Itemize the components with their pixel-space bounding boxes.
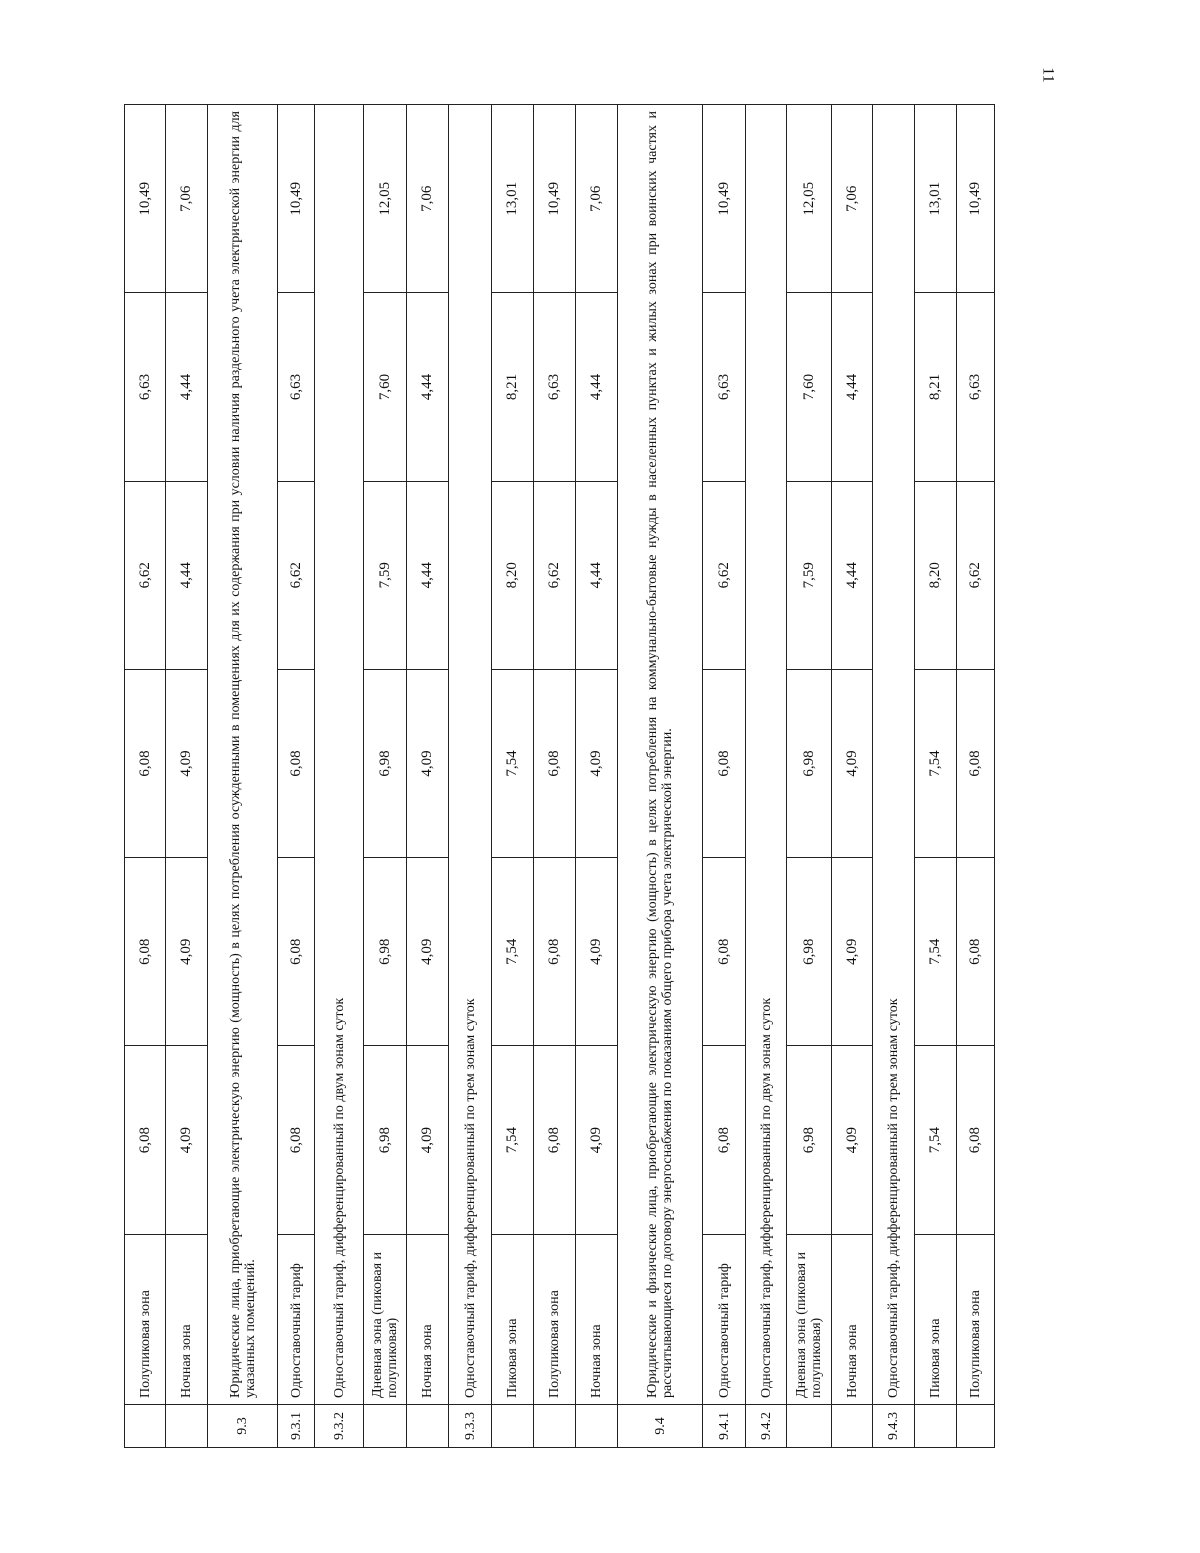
table-row bbox=[364, 105, 407, 1448]
tariff-value-cell: 6,62 bbox=[957, 481, 995, 669]
row-index bbox=[915, 1404, 957, 1447]
section-row bbox=[746, 105, 787, 1448]
tariff-value-cell: 8,21 bbox=[915, 293, 957, 481]
row-name: Полупиковая зона bbox=[957, 1234, 995, 1404]
tariff-value-cell: 10,49 bbox=[534, 105, 576, 293]
row-index: 9.4 bbox=[618, 1404, 703, 1447]
table-row bbox=[278, 105, 315, 1448]
tariff-value-cell: 6,08 bbox=[534, 858, 576, 1046]
section-row bbox=[208, 105, 278, 1448]
tariff-value-cell: 6,98 bbox=[787, 669, 832, 857]
tariff-value-cell: 7,54 bbox=[915, 858, 957, 1046]
tariff-value-cell: 6,08 bbox=[278, 1046, 315, 1234]
tariff-value-cell: 7,60 bbox=[787, 293, 832, 481]
tariff-value-cell: 7,54 bbox=[492, 1046, 534, 1234]
tariff-table-body bbox=[125, 105, 995, 1448]
tariff-value-cell: 4,09 bbox=[166, 858, 208, 1046]
row-name: Одноставочный тариф bbox=[703, 1234, 746, 1404]
section-row bbox=[315, 105, 364, 1448]
tariff-value-cell: 6,63 bbox=[278, 293, 315, 481]
row-name: Ночная зона bbox=[407, 1234, 449, 1404]
table-row bbox=[492, 105, 534, 1448]
tariff-value-cell: 4,09 bbox=[407, 1046, 449, 1234]
table-row bbox=[407, 105, 449, 1448]
row-index bbox=[407, 1404, 449, 1447]
tariff-value-cell: 13,01 bbox=[915, 105, 957, 293]
tariff-value-cell: 4,09 bbox=[407, 858, 449, 1046]
table-row bbox=[832, 105, 873, 1448]
tariff-value-cell: 6,63 bbox=[703, 293, 746, 481]
tariff-value-cell: 4,09 bbox=[166, 669, 208, 857]
tariff-value-cell: 7,06 bbox=[576, 105, 618, 293]
tariff-value-cell: 7,59 bbox=[787, 481, 832, 669]
tariff-value-cell: 6,98 bbox=[364, 669, 407, 857]
tariff-value-cell: 6,08 bbox=[534, 1046, 576, 1234]
tariff-value-cell: 10,49 bbox=[957, 105, 995, 293]
row-index bbox=[832, 1404, 873, 1447]
table-row bbox=[125, 105, 166, 1448]
row-name: Пиковая зона bbox=[915, 1234, 957, 1404]
tariff-value-cell: 8,21 bbox=[492, 293, 534, 481]
row-index bbox=[166, 1404, 208, 1447]
tariff-value-cell: 6,08 bbox=[125, 858, 166, 1046]
row-index: 9.4.1 bbox=[703, 1404, 746, 1447]
row-index bbox=[576, 1404, 618, 1447]
row-index bbox=[534, 1404, 576, 1447]
tariff-value-cell: 4,09 bbox=[407, 669, 449, 857]
table-row bbox=[576, 105, 618, 1448]
tariff-value-cell: 12,05 bbox=[364, 105, 407, 293]
table-row bbox=[703, 105, 746, 1448]
tariff-value-cell: 10,49 bbox=[703, 105, 746, 293]
tariff-value-cell: 10,49 bbox=[278, 105, 315, 293]
tariff-value-cell: 7,06 bbox=[407, 105, 449, 293]
row-index bbox=[125, 1404, 166, 1447]
row-index: 9.3.2 bbox=[315, 1404, 364, 1447]
row-index: 9.4.2 bbox=[746, 1404, 787, 1447]
tariff-value-cell: 13,01 bbox=[492, 105, 534, 293]
tariff-value-cell: 7,59 bbox=[364, 481, 407, 669]
tariff-value-cell: 6,98 bbox=[364, 858, 407, 1046]
section-description: Одноставочный тариф, дифференцированный по двум зонам суток bbox=[315, 105, 364, 1405]
tariff-value-cell: 6,08 bbox=[278, 669, 315, 857]
tariff-value-cell: 4,09 bbox=[832, 858, 873, 1046]
row-index bbox=[364, 1404, 407, 1447]
tariff-value-cell: 4,09 bbox=[832, 1046, 873, 1234]
tariff-value-cell: 8,20 bbox=[915, 481, 957, 669]
section-description: Одноставочный тариф, дифференцированный по трем зонам суток bbox=[873, 105, 915, 1405]
tariff-value-cell: 6,62 bbox=[278, 481, 315, 669]
row-index: 9.4.3 bbox=[873, 1404, 915, 1447]
tariff-value-cell: 6,08 bbox=[703, 1046, 746, 1234]
row-index: 9.3.3 bbox=[449, 1404, 492, 1447]
section-description: Одноставочный тариф, дифференцированный по трем зонам суток bbox=[449, 105, 492, 1405]
row-index: 9.3.1 bbox=[278, 1404, 315, 1447]
tariff-value-cell: 4,09 bbox=[576, 858, 618, 1046]
tariff-value-cell: 7,06 bbox=[166, 105, 208, 293]
tariff-value-cell: 6,98 bbox=[364, 1046, 407, 1234]
tariff-value-cell: 4,09 bbox=[576, 1046, 618, 1234]
tariff-value-cell: 7,54 bbox=[492, 669, 534, 857]
row-name: Ночная зона bbox=[576, 1234, 618, 1404]
row-name: Полупиковая зона bbox=[534, 1234, 576, 1404]
row-index bbox=[492, 1404, 534, 1447]
tariff-value-cell: 4,44 bbox=[166, 293, 208, 481]
tariff-value-cell: 7,60 bbox=[364, 293, 407, 481]
table-row bbox=[915, 105, 957, 1448]
tariff-value-cell: 4,44 bbox=[407, 293, 449, 481]
tariff-value-cell: 6,08 bbox=[957, 858, 995, 1046]
tariff-value-cell: 6,08 bbox=[703, 669, 746, 857]
table-row bbox=[787, 105, 832, 1448]
section-row bbox=[618, 105, 703, 1448]
tariff-value-cell: 6,62 bbox=[534, 481, 576, 669]
tariff-value-cell: 6,62 bbox=[125, 481, 166, 669]
page-number: 11 bbox=[1039, 67, 1057, 83]
table-row bbox=[957, 105, 995, 1448]
row-name: Дневная зона (пиковая и полупиковая) bbox=[787, 1234, 832, 1404]
tariff-value-cell: 4,44 bbox=[832, 293, 873, 481]
tariff-value-cell: 6,08 bbox=[278, 858, 315, 1046]
tariff-value-cell: 6,63 bbox=[534, 293, 576, 481]
section-row bbox=[449, 105, 492, 1448]
tariff-table bbox=[124, 104, 995, 1448]
tariff-value-cell: 6,08 bbox=[957, 669, 995, 857]
tariff-value-cell: 6,08 bbox=[534, 669, 576, 857]
tariff-value-cell: 4,44 bbox=[576, 293, 618, 481]
section-description: Юридические и физические лица, приобретающие электрическую энергию (мощность) в целях потребления на коммунально-бытовые нужды в населенных пунктах и жилых зонах при воинских частях и рассчитывающиеся по договору энергоснабжения по показаниям общего прибора учета электрической энергии. bbox=[618, 105, 703, 1405]
tariff-value-cell: 4,09 bbox=[576, 669, 618, 857]
row-index: 9.3 bbox=[208, 1404, 278, 1447]
tariff-value-cell: 6,98 bbox=[787, 1046, 832, 1234]
row-name: Пиковая зона bbox=[492, 1234, 534, 1404]
section-row bbox=[873, 105, 915, 1448]
tariff-value-cell: 6,08 bbox=[957, 1046, 995, 1234]
tariff-value-cell: 6,08 bbox=[703, 858, 746, 1046]
tariff-value-cell: 12,05 bbox=[787, 105, 832, 293]
tariff-value-cell: 4,09 bbox=[832, 669, 873, 857]
rotated-tariff-table-container bbox=[124, 104, 995, 1448]
tariff-value-cell: 4,09 bbox=[166, 1046, 208, 1234]
tariff-value-cell: 6,63 bbox=[125, 293, 166, 481]
tariff-value-cell: 6,98 bbox=[787, 858, 832, 1046]
section-description: Юридические лица, приобретающие электрическую энергию (мощность) в целях потребления осужденными в помещениях для их содержания при условии наличия раздельного учета электрической энергии для указанных помещений. bbox=[208, 105, 278, 1405]
row-name: Одноставочный тариф bbox=[278, 1234, 315, 1404]
tariff-value-cell: 10,49 bbox=[125, 105, 166, 293]
tariff-value-cell: 6,62 bbox=[703, 481, 746, 669]
row-index bbox=[787, 1404, 832, 1447]
tariff-value-cell: 4,44 bbox=[576, 481, 618, 669]
tariff-value-cell: 7,54 bbox=[915, 1046, 957, 1234]
table-row bbox=[166, 105, 208, 1448]
tariff-value-cell: 7,06 bbox=[832, 105, 873, 293]
tariff-value-cell: 6,08 bbox=[125, 1046, 166, 1234]
tariff-value-cell: 8,20 bbox=[492, 481, 534, 669]
tariff-value-cell: 6,63 bbox=[957, 293, 995, 481]
row-name: Полупиковая зона bbox=[125, 1234, 166, 1404]
row-name: Ночная зона bbox=[166, 1234, 208, 1404]
tariff-value-cell: 4,44 bbox=[166, 481, 208, 669]
tariff-value-cell: 4,44 bbox=[407, 481, 449, 669]
section-description: Одноставочный тариф, дифференцированный по двум зонам суток bbox=[746, 105, 787, 1405]
row-index bbox=[957, 1404, 995, 1447]
tariff-value-cell: 4,44 bbox=[832, 481, 873, 669]
tariff-value-cell: 6,08 bbox=[125, 669, 166, 857]
tariff-value-cell: 7,54 bbox=[492, 858, 534, 1046]
table-row bbox=[534, 105, 576, 1448]
tariff-value-cell: 7,54 bbox=[915, 669, 957, 857]
row-name: Ночная зона bbox=[832, 1234, 873, 1404]
row-name: Дневная зона (пиковая и полупиковая) bbox=[364, 1234, 407, 1404]
